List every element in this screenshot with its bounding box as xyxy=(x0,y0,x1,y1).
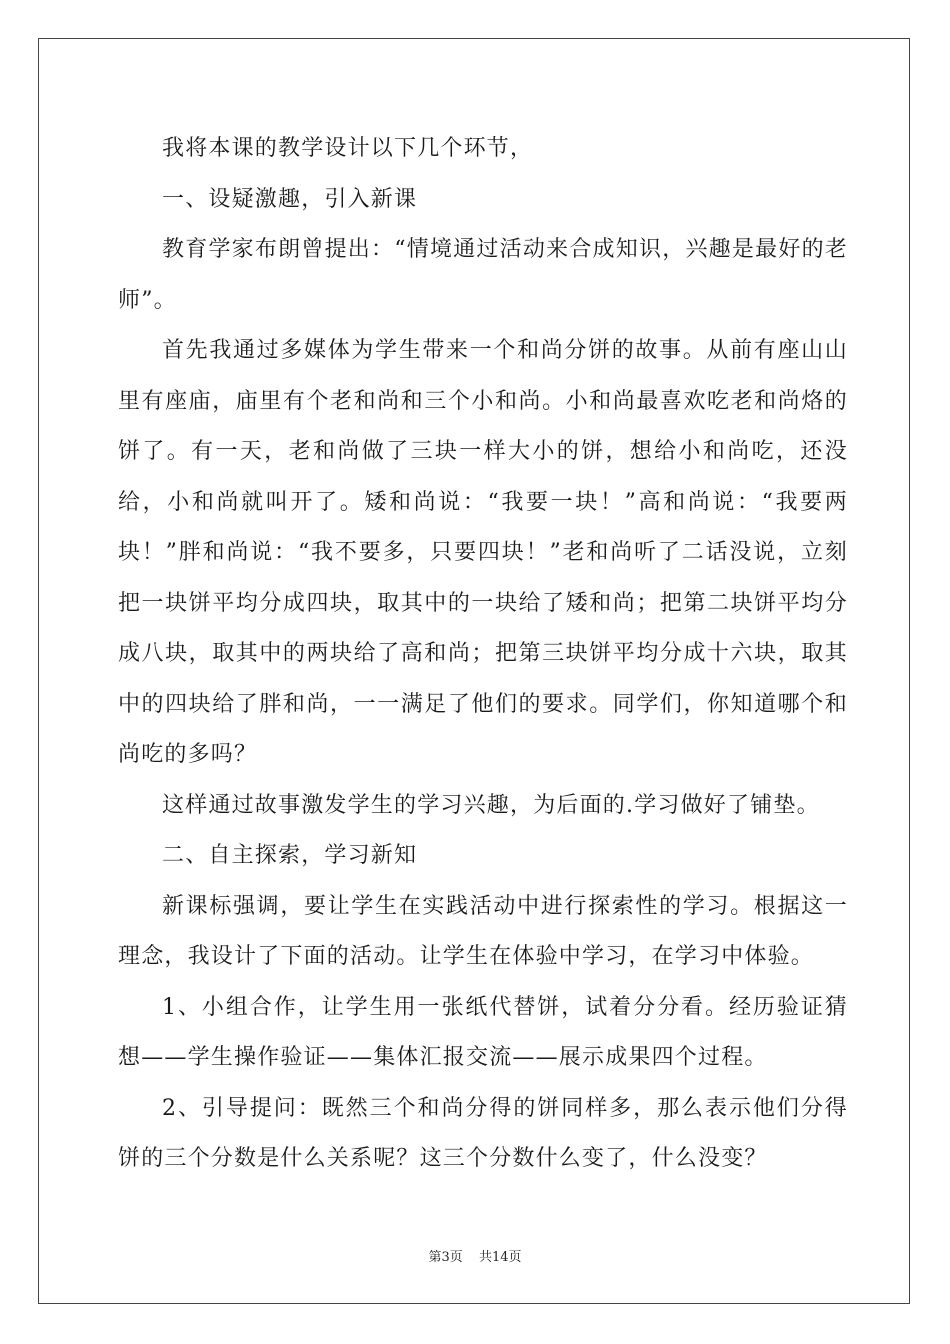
page-total: 共14页 xyxy=(478,1250,522,1265)
page-number: 第3页 xyxy=(428,1250,463,1265)
page-footer xyxy=(0,1246,950,1265)
paragraph: 1、小组合作，让学生用一张纸代替饼，试着分分看。经历验证猜想——学生操作验证——集体汇报交流——展示成果四个过程。 xyxy=(118,994,848,1070)
paragraph: 2、引导提问：既然三个和尚分得的饼同样多，那么表示他们分得饼的三个分数是什么关系呢？这三个分数什么变了，什么没变？ xyxy=(118,1095,848,1171)
section-heading: 二、自主探索，学习新知 xyxy=(162,843,418,868)
paragraph: 教育学家布朗曾提出：“情境通过活动来合成知识，兴趣是最好的老师”。 xyxy=(118,237,848,313)
document-body xyxy=(118,124,848,1185)
paragraph: 我将本课的教学设计以下几个环节， xyxy=(162,136,534,161)
paragraph: 首先我通过多媒体为学生带来一个和尚分饼的故事。从前有座山山里有座庙，庙里有个老和尚和三个小和尚。小和尚最喜欢吃老和尚烙的饼了。有一天，老和尚做了三块一样大小的饼，想给小和尚吃，还没给，小和尚就叫开了。矮和尚说：“我要一块！”高和尚说：“我要两块！”胖和尚说：“我不要多，只要四块！”老和尚听了二话没说，立刻把一块饼平均分成四块，取其中的一块给了矮和尚；把第二块饼平均分成八块，取其中的两块给了高和尚；把第三块饼平均分成十六块，取其中的四块给了胖和尚，一一满足了他们的要求。同学们，你知道哪个和尚吃的多吗？ xyxy=(118,338,848,767)
paragraph: 这样通过故事激发学生的学习兴趣，为后面的.学习做好了铺垫。 xyxy=(162,792,820,818)
section-heading: 一、设疑激趣，引入新课 xyxy=(162,186,418,212)
paragraph: 新课标强调，要让学生在实践活动中进行探索性的学习。根据这一理念，我设计了下面的活动。让学生在体验中学习，在学习中体验。 xyxy=(118,893,848,969)
